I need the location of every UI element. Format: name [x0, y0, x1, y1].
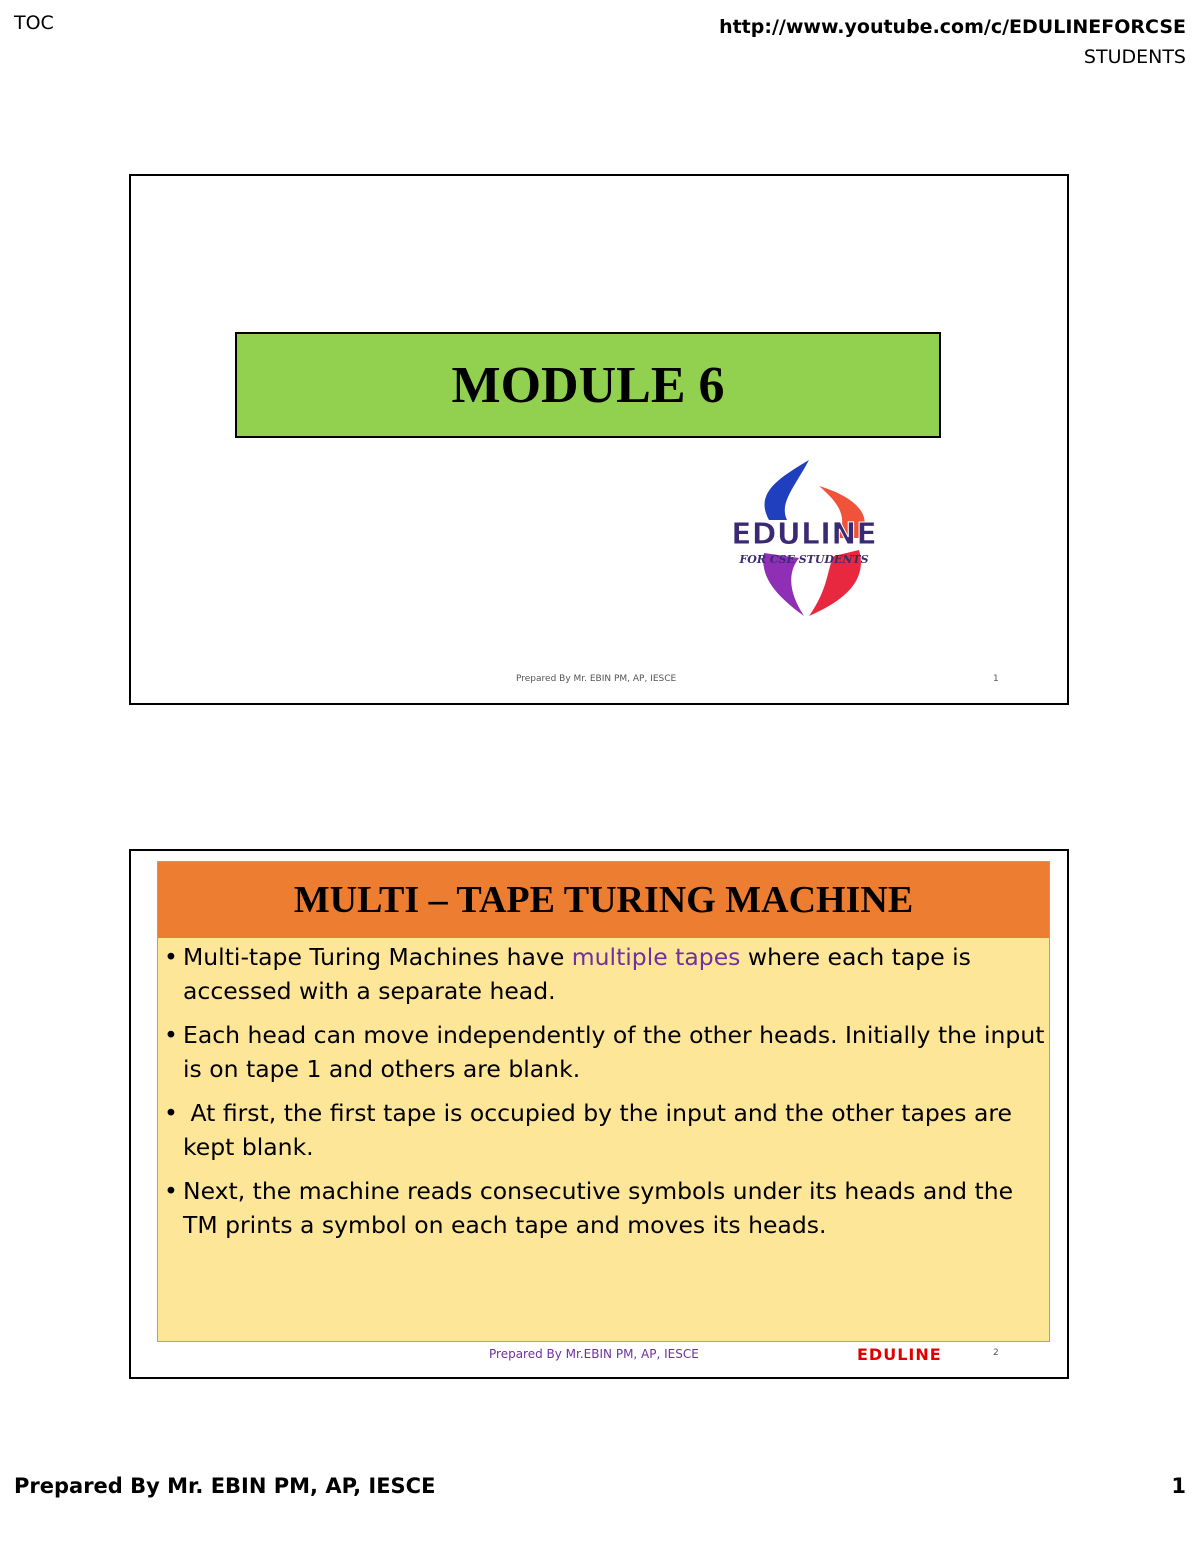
slide-2-title: MULTI – TAPE TURING MACHINE — [158, 862, 1049, 938]
slide-2-footer: Prepared By Mr.EBIN PM, AP, IESCE — [489, 1347, 699, 1361]
bullet-list — [158, 938, 1049, 1242]
channel-url-continued: STUDENTS — [1083, 46, 1186, 68]
slide-2-content — [157, 861, 1050, 1342]
highlight-text: multiple tapes — [571, 943, 741, 971]
header-right — [719, 12, 1186, 72]
bullet-item: • Multi-tape Turing Machines have multiple tapes where each tape is accessed with a separate head. — [164, 940, 1045, 1008]
page-number: 1 — [1171, 1474, 1186, 1498]
bullet-item: • At first, the first tape is occupied by the input and the other tapes are kept blank. — [164, 1096, 1045, 1164]
slide-1-footer: Prepared By Mr. EBIN PM, AP, IESCE — [516, 674, 677, 684]
slide-1-number: 1 — [993, 674, 999, 684]
bullet-item: • Each head can move independently of the other heads. Initially the input is on tape 1 and others are blank. — [164, 1018, 1045, 1086]
slide-2-number: 2 — [993, 1348, 999, 1358]
page-footer: Prepared By Mr. EBIN PM, AP, IESCE — [14, 1474, 436, 1498]
logo-left-wing — [765, 460, 809, 520]
bullet-item: • Next, the machine reads consecutive symbols under its heads and the TM prints a symbol on each tape and moves its heads. — [164, 1174, 1045, 1242]
eduline-logo — [709, 458, 899, 618]
slide-2-brand: EDULINE — [857, 1345, 942, 1364]
logo-brand-text: EDULINE — [731, 517, 877, 552]
header-left-label: TOC — [14, 12, 54, 34]
slide-2 — [129, 849, 1069, 1379]
logo-tagline-text: FOR CSE STUDENTS — [739, 553, 869, 566]
slide-1 — [129, 174, 1069, 705]
module-title: MODULE 6 — [235, 332, 941, 438]
channel-url[interactable]: http://www.youtube.com/c/EDULINEFORCSE — [719, 16, 1186, 38]
